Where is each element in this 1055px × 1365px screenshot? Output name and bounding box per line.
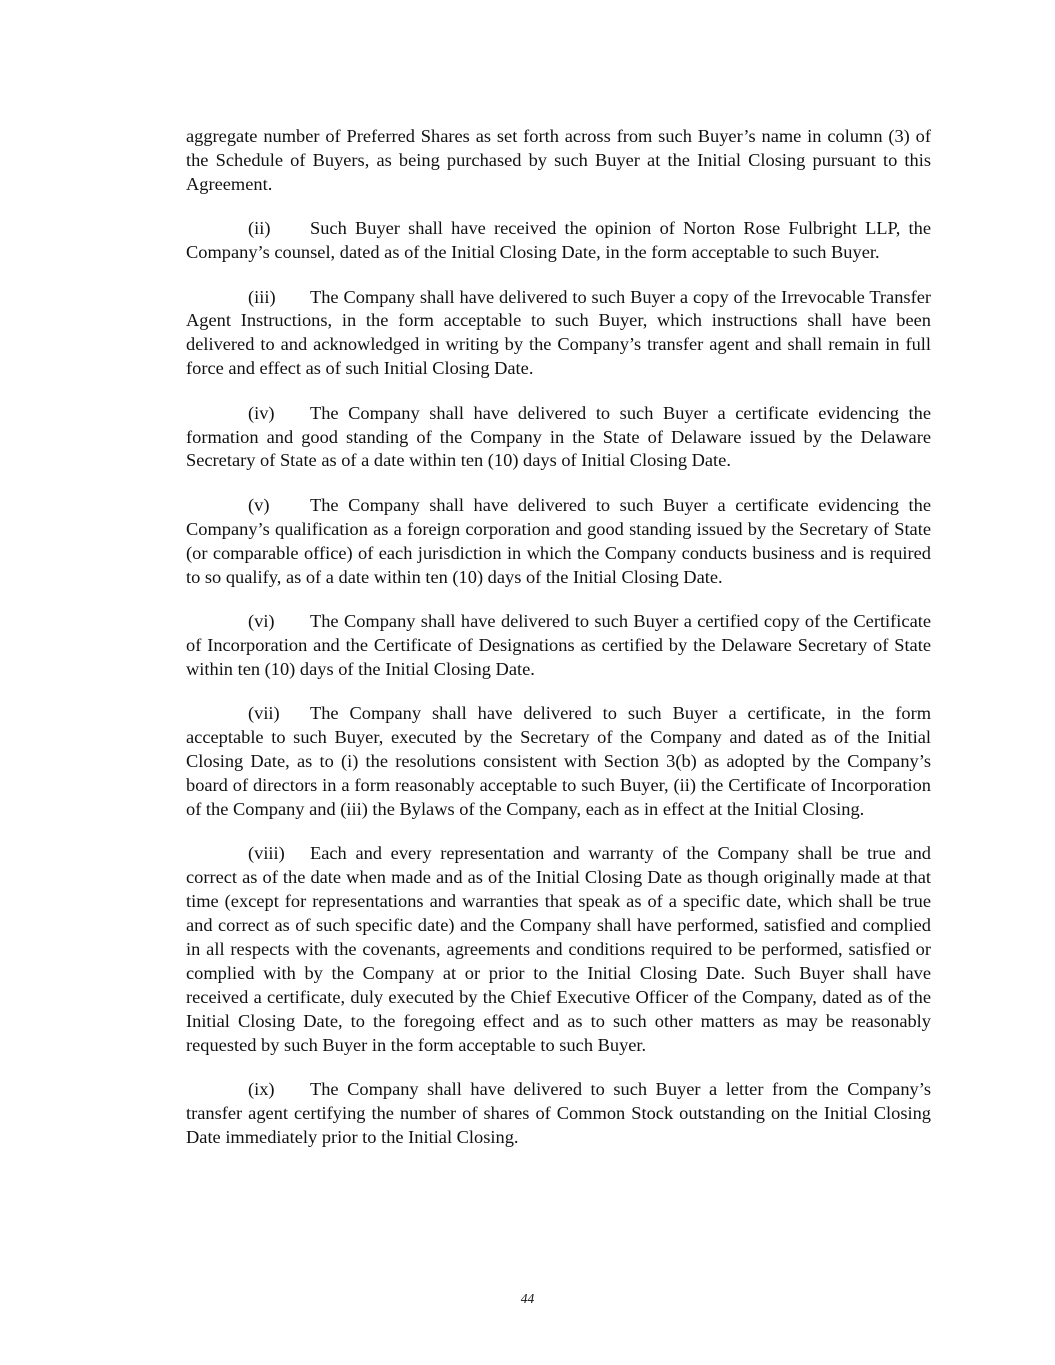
clause-number: (v)	[248, 494, 270, 515]
clause-text: The Company shall have delivered to such Buyer a certificate evidencing the formation and good standing of the Company in the State of Delaware issued by the Delaware Secretary of State as of a date within ten (10) days of Initial Closing Date.	[186, 402, 931, 471]
clause-v	[186, 494, 931, 590]
clause-ix	[186, 1078, 931, 1150]
page-number: 44	[520, 1291, 535, 1306]
clause-text: Each and every representation and warranty of the Company shall be true and correct as of the date when made and as of the Initial Closing Date as though originally made at that time (except for representations and warranties that speak as of a specific date, which shall be true and correct as of such specific date) and the Company shall have performed, satisfied and complied in all respects with the covenants, agreements and conditions required to be performed, satisfied or complied with by the Company at or prior to the Initial Closing Date. Such Buyer shall have received a certificate, duly executed by the Chief Executive Officer of the Company, dated as of the Initial Closing Date, to the foregoing effect and as to such other matters as may be reasonably requested by such Buyer in the form acceptable to such Buyer.	[186, 843, 931, 1055]
clause-iii	[186, 286, 931, 382]
clause-number: (ii)	[248, 218, 271, 239]
clause-text: The Company shall have delivered to such Buyer a certified copy of the Certificate of Incorporation and the Certificate of Designations as certified by the Delaware Secretary of State within ten (10) days of the Initial Closing Date.	[186, 611, 931, 679]
clause-ii	[186, 217, 931, 265]
clause-number: (ix)	[248, 1078, 275, 1099]
clause-text: The Company shall have delivered to such Buyer a letter from the Company’s transfer agent certifying the number of shares of Common Stock outstanding on the Initial Closing Date immediately prior to the Initial Closing.	[186, 1078, 931, 1147]
clause-vi	[186, 610, 931, 682]
lead-paragraph: aggregate number of Preferred Shares as set forth across from such Buyer’s name in column (3) of the Schedule of Buyers, as being purchased by such Buyer at the Initial Closing pursuant to this Agreement.	[186, 126, 931, 194]
clause-text: The Company shall have delivered to such Buyer a copy of the Irrevocable Transfer Agent Instructions, in the form acceptable to such Buyer, which instructions shall have been delivered to and acknowledged in writing by the Company’s transfer agent and shall remain in full force and effect as of such Initial Closing Date.	[186, 286, 931, 379]
clause-text: Such Buyer shall have received the opinion of Norton Rose Fulbright LLP, the Company’s counsel, dated as of the Initial Closing Date, in the form acceptable to such Buyer.	[186, 218, 931, 263]
clause-vii	[186, 702, 931, 822]
clause-number: (vi)	[248, 611, 275, 631]
clause-text: The Company shall have delivered to such Buyer a certificate evidencing the Company’s qualification as a foreign corporation and good standing issued by the Secretary of State (or comparable office) of each jurisdiction in which the Company conducts business and is required to so qualify, as of a date within ten (10) days of the Initial Closing Date.	[186, 494, 931, 587]
clause-number: (iv)	[248, 402, 275, 423]
clause-number: (vii)	[248, 703, 280, 724]
clause-viii	[186, 842, 931, 1057]
clause-number: (viii)	[248, 843, 285, 864]
clause-number: (iii)	[248, 286, 276, 307]
clause-iv	[186, 402, 931, 474]
clause-text: The Company shall have delivered to such Buyer a certificate, in the form acceptable to such Buyer, executed by the Secretary of the Company and dated as of the Initial Closing Date, as to (i) the resolutions consistent with Section 3(b) as adopted by the Company’s board of directors in a form reasonably acceptable to such Buyer, (ii) the Certificate of Incorporation of the Company and (iii) the Bylaws of the Company, each as in effect at the Initial Closing.	[186, 703, 931, 819]
document-page	[186, 125, 931, 1170]
